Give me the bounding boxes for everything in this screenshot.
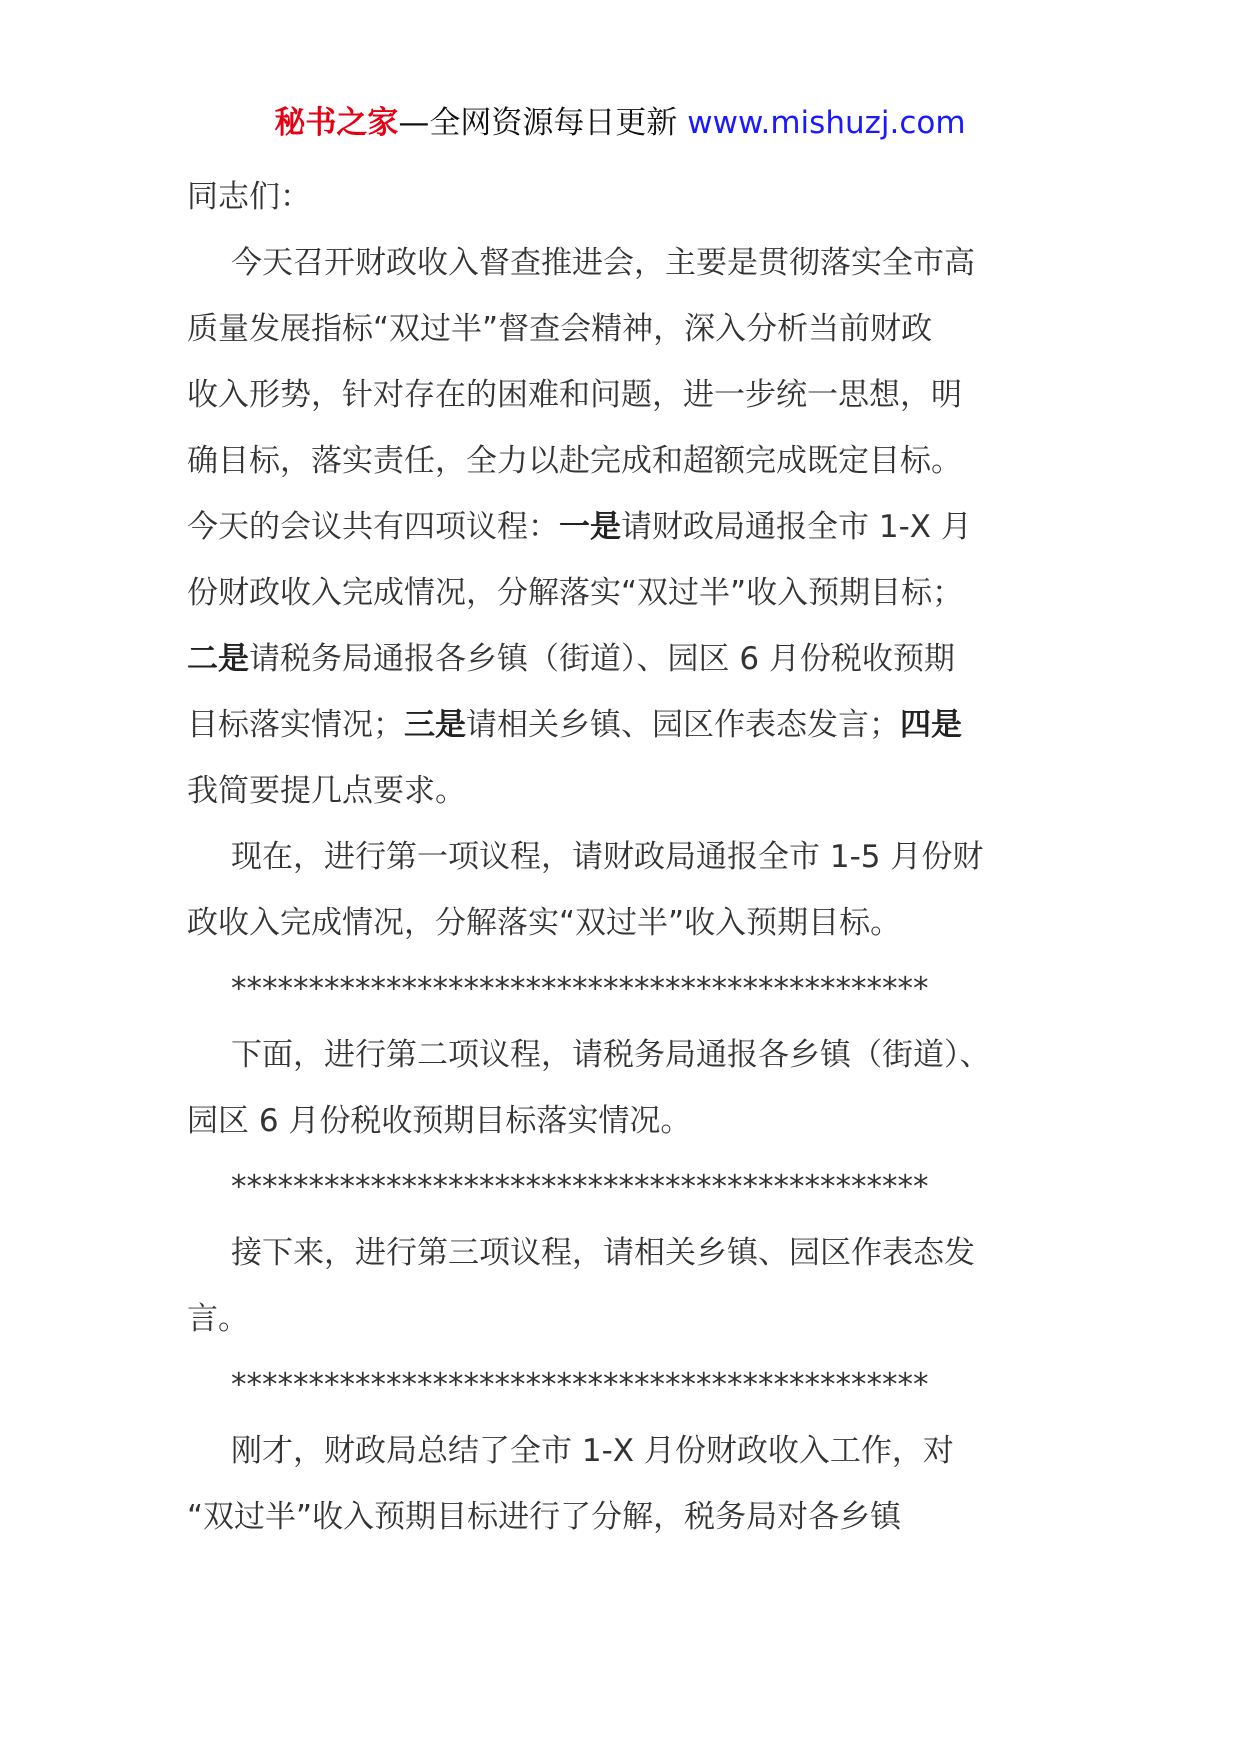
agenda-line: 我简要提几点要求。	[187, 773, 466, 809]
agenda-line	[187, 692, 1067, 758]
step1-line: 政收入完成情况，分解落实“双过半”收入预期目标。	[187, 905, 902, 941]
summary-line: 刚才，财政局总结了全市 1-X 月份财政收入工作，对	[231, 1433, 954, 1469]
brand-name: 秘书之家	[274, 105, 399, 141]
agenda-line	[187, 494, 1067, 560]
agenda-line	[187, 626, 1067, 692]
document-body	[187, 164, 1067, 1550]
agenda-item2-text-cont: 目标落实情况；	[187, 707, 404, 743]
intro-line: 收入形势，针对存在的困难和问题，进一步统一思想，明	[187, 377, 962, 413]
site-header	[0, 100, 1240, 146]
step3-line: 接下来，进行第三项议程，请相关乡镇、园区作表态发	[231, 1235, 975, 1271]
agenda-item3-label: 三是	[404, 707, 466, 743]
step3-line: 言。	[187, 1301, 249, 1337]
intro-line: 质量发展指标“双过半”督查会精神，深入分析当前财政	[187, 311, 933, 347]
step1-line: 现在，进行第一项议程，请财政局通报全市 1-5 月份财	[231, 839, 984, 875]
step2-line: 园区 6 月份税收预期目标落实情况。	[187, 1103, 692, 1139]
agenda-item4-label: 四是	[900, 707, 962, 743]
header-tagline: —全网资源每日更新	[398, 105, 688, 141]
separator: *********************************************	[231, 971, 929, 1007]
agenda-line: 份财政收入完成情况，分解落实“双过半”收入预期目标；	[187, 575, 964, 611]
intro-line: 今天召开财政收入督查推进会，主要是贯彻落实全市高	[231, 245, 975, 281]
agenda-item1-text: 请财政局通报全市 1-X 月	[621, 509, 972, 545]
agenda-item3-text: 请相关乡镇、园区作表态发言；	[466, 707, 900, 743]
summary-line: “双过半”收入预期目标进行了分解，税务局对各乡镇	[187, 1499, 902, 1535]
separator: *********************************************	[231, 1169, 929, 1205]
site-url-link[interactable]: www.mishuzj.com	[687, 105, 966, 141]
salutation: 同志们：	[187, 179, 311, 215]
agenda-lead: 今天的会议共有四项议程：	[187, 509, 559, 545]
intro-line: 确目标，落实责任，全力以赴完成和超额完成既定目标。	[187, 443, 962, 479]
step2-line: 下面，进行第二项议程，请税务局通报各乡镇（街道）、	[231, 1037, 991, 1073]
agenda-item1-label: 一是	[559, 509, 621, 545]
separator: *********************************************	[231, 1367, 929, 1403]
agenda-item2-text: 请税务局通报各乡镇（街道）、园区 6 月份税收预期	[249, 641, 955, 677]
agenda-item2-label: 二是	[187, 641, 249, 677]
